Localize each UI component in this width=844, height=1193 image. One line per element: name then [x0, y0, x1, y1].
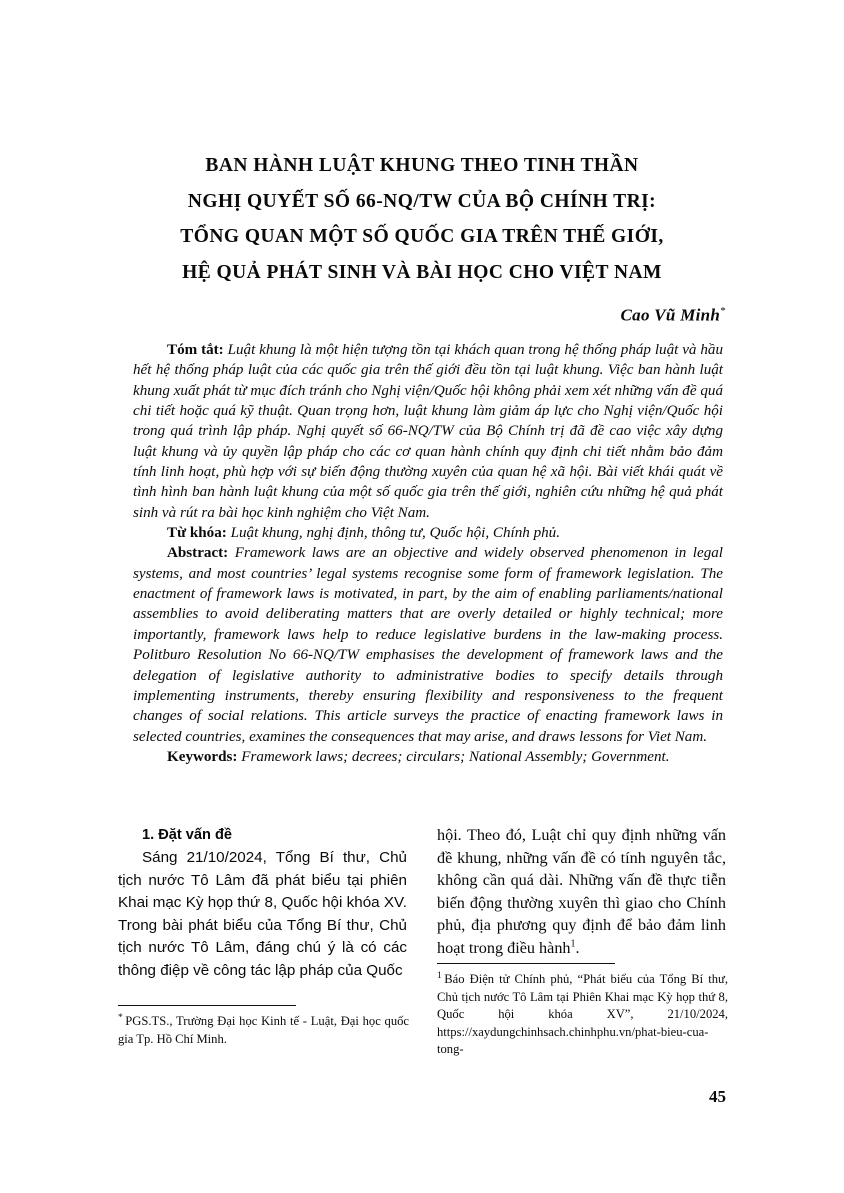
footnote-author-affiliation	[118, 1013, 409, 1048]
abstract-section	[133, 340, 723, 767]
keywords-vietnamese-label: Từ khóa:	[167, 525, 227, 542]
abstract-vietnamese	[133, 340, 723, 523]
keywords-vietnamese-text: Luật khung, nghị định, thông tư, Quốc hội, Chính phủ.	[230, 525, 560, 542]
article-title-line-2: NGHỊ QUYẾT SỐ 66-NQ/TW CỦA BỘ CHÍNH TRỊ:	[187, 190, 657, 212]
footnote-marker-asterisk: *	[118, 1012, 123, 1023]
abstract-english	[133, 543, 723, 746]
footnote-reference-1[interactable]: 1	[570, 938, 576, 950]
body-paragraph-left: Sáng 21/10/2024, Tổng Bí thư, Chủ tịch nước Tô Lâm đã phát biểu tại phiên Khai mạc Kỳ họp thứ 8, Quốc hội khóa XV. Trong bài phát biểu của Tổng Bí thư, Chủ tịch nước Tô Lâm, đáng chú ý là có các thông điệp về công tác lập pháp của Quốc	[118, 849, 407, 979]
section-heading-1: 1. Đặt vấn đề	[142, 827, 233, 843]
footnote-block-source	[437, 963, 728, 1059]
body-paragraph-right: hội. Theo đó, Luật chỉ quy định những vấn đề khung, những vấn đề có tính nguyên tắc, không cần quá dài. Những vấn đề thực tiễn biến động thường xuyên thì giao cho Chính phủ, địa phương quy định để bảo đảm linh hoạt trong điều hành$^1$.	[437, 826, 726, 957]
abstract-english-text: Framework laws are an objective and widely observed phenomenon in legal systems, and most countries’ legal systems recognise some form of framework legislation. The enactment of framework laws is motivated, in part, by the aim of enabling parliaments/national assemblies to avoid deliberating matters that are overly detailed or highly technical; more importantly, framework laws help to reduce legislative burdens in the law-making process. Politburo Resolution No 66-NQ/TW emphasises the development of framework laws and the delegation of legislative authority to administrative bodies to specify details through implementing instruments, thereby ensuring flexibility and responsiveness to the frequent changes of social relations. This article surveys the practice of enacting framework laws in selected countries, examines the consequences that may arise, and draws lessons for Viet Nam.	[133, 545, 723, 745]
keywords-english-text: Framework laws; decrees; circulars; National Assembly; Government.	[241, 748, 670, 765]
article-title-line-4: HỆ QUẢ PHÁT SINH VÀ BÀI HỌC CHO VIỆT NAM	[182, 261, 662, 283]
author-affiliation-marker: *	[720, 305, 726, 317]
page-number: 45	[709, 1087, 726, 1106]
abstract-vietnamese-text: Luật khung là một hiện tượng tồn tại khách quan trong hệ thống pháp luật và hầu hết hệ thống pháp luật của các quốc gia trên thế giới đều tồn tại luật khung. Việc ban hành luật khung xuất phát từ mục đích tránh cho Nghị viện/Quốc hội không phải xem xét những vấn đề quá chi tiết hoặc quá kỹ thuật. Quan trọng hơn, luật khung làm giảm áp lực cho Nghị viện/Quốc hội trong quá trình lập pháp. Nghị quyết số 66-NQ/TW của Bộ Chính trị đã đề cao việc xây dựng luật khung và ủy quyền lập pháp cho các cơ quan hành chính quy định chi tiết nhằm bảo đảm tính linh hoạt, phù hợp với sự biến động thường xuyên của quan hệ xã hội. Bài viết khái quát về tình hình ban hành luật khung của một số quốc gia trên thế giới, nghiên cứu những hệ quả phát sinh và rút ra bài học kinh nghiệm cho Việt Nam.	[133, 342, 723, 521]
footnote-separator-right	[437, 963, 615, 964]
keywords-vietnamese	[133, 523, 723, 543]
footnote-separator-left	[118, 1005, 296, 1006]
keywords-english-label: Keywords:	[167, 748, 238, 765]
author-byline	[118, 305, 726, 326]
footnote-marker-1: 1	[437, 970, 442, 981]
footnote-source-1	[437, 971, 728, 1059]
author-name: Cao Vũ Minh	[620, 305, 721, 325]
footnote-source-1-text: Báo Điện tử Chính phủ, “Phát biểu của Tổng Bí thư, Chủ tịch nước Tô Lâm tại Phiên Khai mạc Kỳ họp thứ 8, Quốc hội khóa XV”, 21/10/2024, https://xaydungchinhsach.chinhphu.vn/phat-bieu-cua-tong-	[437, 972, 728, 1057]
abstract-vietnamese-label: Tóm tắt:	[167, 342, 224, 358]
footnote-author-affiliation-text: PGS.TS., Trường Đại học Kinh tế - Luật, Đại học quốc gia Tp. Hồ Chí Minh.	[118, 1014, 409, 1046]
article-title-line-3: TỔNG QUAN MỘT SỐ QUỐC GIA TRÊN THẾ GIỚI,	[180, 226, 664, 247]
footnote-block-author	[118, 1005, 409, 1048]
body-paragraph-right-text: hội. Theo đó, Luật chỉ quy định những vấn đề khung, những vấn đề có tính nguyên tắc, không cần quá dài. Những vấn đề thực tiễn biến động thường xuyên thì giao cho Chính phủ, địa phương quy định để bảo đảm linh hoạt trong điều hành	[437, 826, 726, 957]
keywords-english	[133, 747, 723, 767]
article-title	[118, 148, 726, 290]
abstract-english-label: Abstract:	[167, 545, 229, 562]
article-title-line-1: BAN HÀNH LUẬT KHUNG THEO TINH THẦN	[205, 155, 639, 176]
